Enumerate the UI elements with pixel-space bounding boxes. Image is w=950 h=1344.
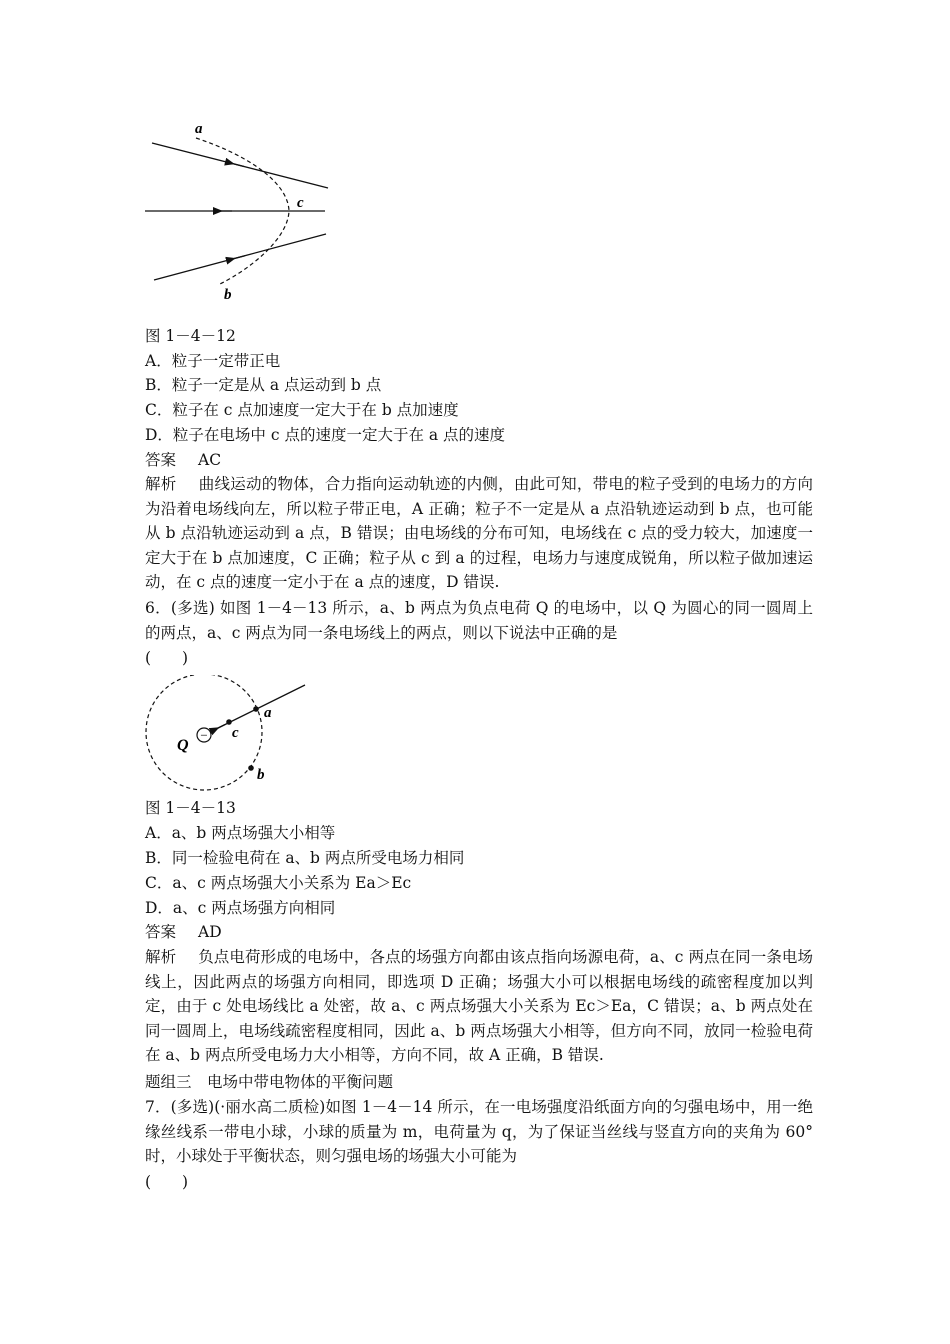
q5-answer-value: AC	[198, 451, 222, 469]
label-b: b	[257, 767, 265, 783]
q5-option-b: B．粒子一定是从 a 点运动到 b 点	[145, 376, 382, 394]
field-line-bottom-arrow	[231, 256, 245, 260]
field-line-arrow	[215, 725, 225, 730]
q5-option-a: A．粒子一定带正电	[145, 352, 281, 370]
figure-caption-12: 图 1－4－12	[145, 327, 236, 345]
point-c	[226, 719, 232, 725]
figure-1-4-12	[140, 118, 340, 304]
q5-analysis-label: 解析	[145, 475, 177, 493]
q5-answer	[145, 448, 221, 472]
q6-option-a: A．a、b 两点场强大小相等	[145, 824, 336, 842]
q7-stem: 7．(多选)(·丽水高二质检)如图 1－4－14 所示，在一电场强度沿纸面方向的匀强电场中，用一绝缘丝线系一带电小球，小球的质量为 m，电荷量为 q，为了保证当丝线与竖直方向的夹角为 60°时，小球处于平衡状态，则匀强电场的场强大小可能为	[145, 1098, 813, 1166]
point-b	[248, 765, 254, 771]
label-b: b	[224, 287, 232, 303]
q6-answer	[145, 920, 222, 944]
q6-option-c: C．a、c 两点场强大小关系为 Ea＞Ec	[145, 874, 412, 892]
q6-stem: 6．(多选) 如图 1－4－13 所示，a、b 两点为负点电荷 Q 的电场中，以 Q 为圆心的同一圆周上的两点，a、c 两点为同一条电场线上的两点，则以下说法中正确的是	[145, 599, 813, 642]
q6-analysis	[145, 945, 813, 1068]
label-a: a	[195, 121, 203, 137]
q5-option-d: D．粒子在电场中 c 点的速度一定大于在 a 点的速度	[145, 426, 506, 444]
q6-analysis-text: 负点电荷形成的电场中，各点的场强方向都由该点指向场源电荷，a、c 两点在同一条电场线上，因此两点的场强方向相同，即选项 D 正确；场强大小可以根据电场线的疏密程度加以判定，由于 c 处电场线比 a 处密，故 a、c 两点场强大小关系为 Ec＞Ea，C 错误；a、b 两点处在同一圆周上，电场线疏密程度相同，因此 a、b 两点场强大小相等，但方向不同，放同一检验电荷在 a、b 两点所受电场力大小相等，方向不同，故 A 正确，B 错误.	[145, 948, 813, 1065]
group-3-title: 题组三 电场中带电物体的平衡问题	[145, 1073, 394, 1091]
label-q: Q	[177, 737, 189, 754]
label-c: c	[232, 725, 239, 741]
figure-1-4-13	[140, 675, 315, 793]
q6-answer-label: 答案	[145, 923, 177, 941]
q5-option-c: C．粒子在 c 点加速度一定大于在 b 点加速度	[145, 401, 459, 419]
q6-answer-value: AD	[198, 923, 222, 941]
field-line-top-arrow	[230, 163, 244, 167]
point-a	[253, 706, 259, 712]
q6-option-b: B．同一检验电荷在 a、b 两点所受电场力相同	[145, 849, 465, 867]
charge-minus-sign: −	[200, 727, 208, 743]
q5-answer-label: 答案	[145, 451, 177, 469]
q5-analysis-text: 曲线运动的物体，合力指向运动轨迹的内侧，由此可知，带电的粒子受到的电场力的方向为沿着电场线向左，所以粒子带正电，A 正确；粒子不一定是从 a 点沿轨迹运动到 b 点，也可能从 b 点沿轨迹运动到 a 点，B 错误；由电场线的分布可知，电场线在 c 点的受力较大，加速度一定大于在 b 点加速度，C 正确；粒子从 c 到 a 的过程，电场力与速度成锐角，所以粒子做加速运动，在 c 点的速度一定小于在 a 点的速度，D 错误.	[145, 475, 813, 592]
q6-bracket: ( )	[145, 649, 189, 667]
q6-analysis-label: 解析	[145, 948, 177, 966]
label-a: a	[264, 705, 272, 721]
q5-analysis	[145, 472, 813, 595]
label-c: c	[297, 195, 304, 211]
q7-bracket: ( )	[145, 1173, 189, 1191]
q6-option-d: D．a、c 两点场强方向相同	[145, 899, 336, 917]
figure-caption-13: 图 1－4－13	[145, 799, 236, 817]
